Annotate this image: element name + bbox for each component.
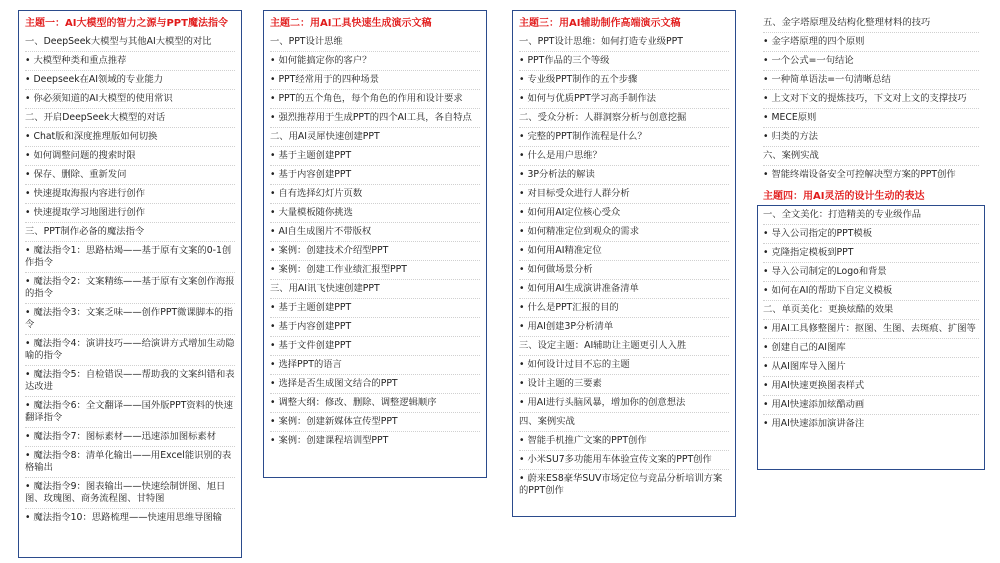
topic-panel-2 — [263, 10, 487, 478]
outline-bullet-item: • 如何用AI定位核心受众 — [519, 203, 729, 222]
outline-bullet-item: • 你必须知道的AI大模型的使用常识 — [25, 89, 235, 108]
topic-panel-1 — [18, 10, 242, 558]
outline-bullet-item: • 基于主题创建PPT — [270, 146, 480, 165]
outline-bullet-item: • 案例：创建新媒体宣传型PPT — [270, 412, 480, 431]
outline-bullet-item: • 选择PPT的语言 — [270, 355, 480, 374]
outline-bullet-item: • 案例：创建技术介绍型PPT — [270, 241, 480, 260]
outline-bullet-item: • 魔法指令4：演讲技巧——给演讲方式增加生动隐喻的指令 — [25, 334, 235, 365]
outline-bullet-item: • 克隆指定模板到PPT — [763, 243, 979, 262]
outline-bullet-item: • 基于内容创建PPT — [270, 317, 480, 336]
outline-section-heading: 三、PPT制作必备的魔法指令 — [25, 222, 235, 241]
outline-bullet-item: • PPT的五个角色，每个角色的作用和设计要求 — [270, 89, 480, 108]
outline-bullet-item: • 快速提取学习地图进行创作 — [25, 203, 235, 222]
outline-bullet-item: • 智能终端设备安全可控解决型方案的PPT创作 — [763, 165, 979, 184]
outline-bullet-item: • 自有选择幻灯片页数 — [270, 184, 480, 203]
outline-bullet-item: • 智能手机推广文案的PPT创作 — [519, 431, 729, 450]
outline-bullet-item: • 如何在AI的帮助下自定义模板 — [763, 281, 979, 300]
outline-section-heading: 二、单页美化：更换炫酷的效果 — [763, 300, 979, 319]
topic-items — [519, 33, 729, 500]
outline-bullet-item: • 3P分析法的解读 — [519, 165, 729, 184]
outline-bullet-item: • 魔法指令3：文案乏味——创作PPT微课脚本的指令 — [25, 303, 235, 334]
outline-bullet-item: • 小米SU7多功能用车体验宣传文案的PPT创作 — [519, 450, 729, 469]
outline-bullet-item: • 金字塔原理的四个原则 — [763, 32, 979, 51]
outline-bullet-item: • 保存、删除、重新发问 — [25, 165, 235, 184]
outline-bullet-item: • 魔法指令9：图表输出——快速绘制饼图、旭日图、玫瑰图、商务流程图、甘特图 — [25, 477, 235, 508]
outline-bullet-item: • 强烈推荐用于生成PPT的四个AI工具，各自特点 — [270, 108, 480, 127]
topic-title: 主题一：AI大模型的智力之源与PPT魔法指令 — [25, 18, 228, 29]
outline-bullet-item: • 用AI快速添加演讲备注 — [763, 414, 979, 433]
outline-section-heading: 二、开启DeepSeek大模型的对话 — [25, 108, 235, 127]
outline-bullet-item: • 魔法指令2：文案精练——基于原有文案创作海报的指令 — [25, 272, 235, 303]
outline-bullet-item: • 魔法指令6：全文翻译——国外版PPT资料的快速翻译指令 — [25, 396, 235, 427]
outline-section-heading: 二、受众分析：人群洞察分析与创意挖掘 — [519, 108, 729, 127]
outline-bullet-item: • 魔法指令5：自检错误——帮助我的文案纠错和表达改进 — [25, 365, 235, 396]
outline-bullet-item: • 如何用AI生成演讲准备清单 — [519, 279, 729, 298]
outline-bullet-item: • 对目标受众进行人群分析 — [519, 184, 729, 203]
outline-section-heading: 五、金字塔原理及结构化整理材料的技巧 — [763, 17, 931, 28]
outline-section-heading: 三、用AI讯飞快速创建PPT — [270, 279, 480, 298]
outline-bullet-item: • 导入公司制定的Logo和背景 — [763, 262, 979, 281]
outline-bullet-item: • PPT经常用于的四种场景 — [270, 70, 480, 89]
outline-bullet-item: • 用AI快速更换图表样式 — [763, 376, 979, 395]
outline-bullet-item: • 设计主题的三要素 — [519, 374, 729, 393]
continuation-items — [763, 14, 979, 184]
outline-bullet-item: • 导入公司指定的PPT模板 — [763, 224, 979, 243]
outline-bullet-item: • 基于主题创建PPT — [270, 298, 480, 317]
outline-section-heading: 一、PPT设计思维 — [270, 36, 343, 47]
outline-bullet-item: • 完整的PPT制作流程是什么？ — [519, 127, 729, 146]
topic-items — [25, 33, 235, 527]
outline-bullet-item: • 一个公式=一句结论 — [763, 51, 979, 70]
outline-bullet-item: • 蔚来ES8豪华SUV市场定位与竞品分析培训方案的PPT创作 — [519, 469, 729, 500]
outline-bullet-item: • 案例：创建课程培训型PPT — [270, 431, 480, 450]
outline-bullet-item: • 从AI图库导入图片 — [763, 357, 979, 376]
outline-bullet-item: • 专业级PPT制作的五个步骤 — [519, 70, 729, 89]
outline-bullet-item: • 如何用AI精准定位 — [519, 241, 729, 260]
outline-bullet-item: • 如何能搞定你的客户？ — [270, 51, 480, 70]
outline-section-heading: 一、DeepSeek大模型与其他AI大模型的对比 — [25, 36, 212, 47]
outline-bullet-item: • 基于内容创建PPT — [270, 165, 480, 184]
outline-bullet-item: • 大模型种类和重点推荐 — [25, 51, 235, 70]
outline-section-heading: 一、全文美化：打造精美的专业级作品 — [763, 209, 922, 220]
outline-bullet-item: • PPT作品的三个等级 — [519, 51, 729, 70]
outline-bullet-item: • 大量模板随你挑选 — [270, 203, 480, 222]
outline-section-heading: 六、案例实战 — [763, 146, 979, 165]
outline-bullet-item: • 用AI进行头脑风暴，增加你的创意想法 — [519, 393, 729, 412]
topic-panel-3 — [512, 10, 736, 517]
outline-section-heading: 二、用AI灵犀快速创建PPT — [270, 127, 480, 146]
outline-bullet-item: • 如何做场景分析 — [519, 260, 729, 279]
outline-bullet-item: • 用AI创建3P分析清单 — [519, 317, 729, 336]
outline-bullet-item: • 归类的方法 — [763, 127, 979, 146]
outline-bullet-item: • 上文对下文的提炼技巧，下文对上文的支撑技巧 — [763, 89, 979, 108]
outline-bullet-item: • 如何调整问题的搜索时限 — [25, 146, 235, 165]
outline-bullet-item: • 什么是PPT汇报的目的 — [519, 298, 729, 317]
outline-bullet-item: • 如何设计过目不忘的主题 — [519, 355, 729, 374]
outline-section-heading: 一、PPT设计思维：如何打造专业级PPT — [519, 36, 683, 47]
outline-section-heading: 三、设定主题：AI辅助让主题更引人入胜 — [519, 336, 729, 355]
outline-bullet-item: • 一种简单语法=一句清晰总结 — [763, 70, 979, 89]
outline-bullet-item: • 用AI工具修整图片：抠图、生图、去斑痕、扩图等 — [763, 319, 979, 338]
outline-bullet-item: • 如何与优质PPT学习高手制作法 — [519, 89, 729, 108]
outline-bullet-item: • 魔法指令1：思路枯竭——基于原有文案的0-1创作指令 — [25, 241, 235, 272]
topic-panel-4 — [757, 205, 985, 470]
outline-bullet-item: • 魔法指令7：图标素材——迅速添加图标素材 — [25, 427, 235, 446]
outline-bullet-item: • 如何精准定位到观众的需求 — [519, 222, 729, 241]
topic-title: 主题三：用AI辅助制作高端演示文稿 — [519, 18, 681, 29]
outline-bullet-item: • Chat版和深度推理版如何切换 — [25, 127, 235, 146]
outline-bullet-item: • 创建自己的AI图库 — [763, 338, 979, 357]
topic-title: 主题四：用AI灵活的设计生动的表达 — [763, 191, 925, 202]
topic-items — [270, 33, 480, 450]
outline-bullet-item: • 选择是否生成图文结合的PPT — [270, 374, 480, 393]
outline-section-heading: 四、案例实战 — [519, 412, 729, 431]
topic-title: 主题二：用AI工具快速生成演示文稿 — [270, 18, 432, 29]
outline-bullet-item: • 调整大纲：修改、删除、调整逻辑顺序 — [270, 393, 480, 412]
outline-bullet-item: • 案例：创建工作业绩汇报型PPT — [270, 260, 480, 279]
outline-bullet-item: • 快速提取海报内容进行创作 — [25, 184, 235, 203]
outline-bullet-item: • 魔法指令10：思路梳理——快速用思维导图输 — [25, 508, 235, 527]
outline-bullet-item: • MECE原则 — [763, 108, 979, 127]
outline-bullet-item: • 魔法指令8：清单化输出——用Excel能识别的表格输出 — [25, 446, 235, 477]
outline-bullet-item: • 用AI快速添加炫酷动画 — [763, 395, 979, 414]
outline-bullet-item: • AI自生成图片不带版权 — [270, 222, 480, 241]
outline-bullet-item: • 基于文件创建PPT — [270, 336, 480, 355]
outline-bullet-item: • Deepseek在AI领域的专业能力 — [25, 70, 235, 89]
outline-bullet-item: • 什么是用户思维？ — [519, 146, 729, 165]
